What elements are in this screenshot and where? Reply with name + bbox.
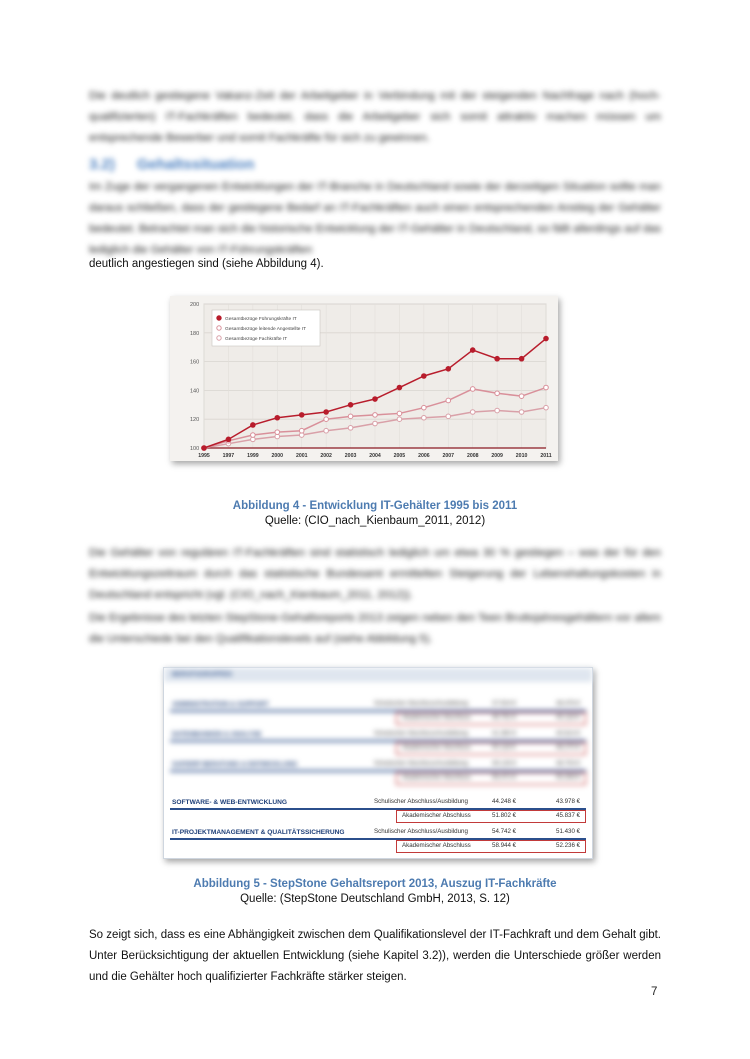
data-point bbox=[544, 336, 549, 341]
data-point bbox=[324, 417, 329, 422]
table-salary-value: 45.837 € bbox=[556, 812, 581, 819]
y-tick-label: 140 bbox=[190, 388, 200, 395]
table-salary-value: 40.814 € bbox=[556, 730, 581, 737]
table-salary-value: 51.802 € bbox=[492, 812, 517, 819]
x-tick-label: 2002 bbox=[320, 453, 332, 459]
x-tick-label: 2004 bbox=[369, 453, 381, 459]
section-heading bbox=[89, 156, 254, 173]
x-tick-label: 2009 bbox=[491, 453, 503, 459]
x-tick-label: 2000 bbox=[271, 453, 284, 459]
x-tick-label: 2008 bbox=[466, 453, 479, 459]
data-point bbox=[422, 415, 427, 420]
data-point bbox=[495, 408, 500, 413]
figure-4-chart bbox=[170, 296, 558, 461]
section-paragraph-end: deutlich angestiegen sind (siehe Abbildung 4). bbox=[89, 258, 324, 270]
data-point bbox=[470, 348, 475, 353]
table-category-label: ADMINISTRATION & SUPPORT bbox=[172, 701, 269, 708]
table-salary-value: 51.430 € bbox=[556, 828, 581, 835]
y-tick-label: 120 bbox=[190, 417, 200, 424]
figure-5-table bbox=[163, 667, 593, 859]
table-qualification: Akademischer Abschluss bbox=[402, 774, 471, 781]
figure-4-caption-title: Abbildung 4 - Entwicklung IT-Gehälter 1995 bis 2011 bbox=[232, 500, 518, 512]
table-qualification: Schulischer Abschluss/Ausbildung bbox=[374, 700, 468, 707]
data-point bbox=[348, 426, 353, 431]
highlight-box bbox=[396, 772, 586, 785]
legend-marker bbox=[217, 336, 221, 340]
table-category-label: SOFTWARE- & WEB-ENTWICKLUNG bbox=[172, 799, 288, 806]
data-point bbox=[422, 405, 427, 410]
data-point bbox=[470, 387, 475, 392]
table-qualification: Schulischer Abschluss/Ausbildung bbox=[374, 828, 468, 835]
section-paragraph: Im Zuge der vergangenen Entwicklungen der IT-Branche in Deutschland sowie der derzeitigen Situation sollte man daraus schließen, dass der gestiegene Bedarf an IT-Fachkräften auch einen entsprechenden Anstieg der Gehälter bedeutet. Betrachtet man sich die historische Entwicklung der IT-Gehälter in Deutschland, so fällt allerdings auf das lediglich die Gehälter von IT-Führungskräften bbox=[89, 181, 661, 256]
legend-marker bbox=[217, 326, 221, 330]
y-tick-label: 200 bbox=[190, 302, 200, 308]
data-point bbox=[446, 414, 451, 419]
figure-4-caption-source: Quelle: (CIO_nach_Kienbaum_2011, 2012) bbox=[264, 515, 486, 527]
table-salary-value: 54.742 € bbox=[492, 828, 517, 835]
table-salary-value: 46.752 € bbox=[492, 714, 517, 721]
data-point bbox=[519, 356, 524, 361]
data-point bbox=[226, 437, 231, 442]
salary-line-chart bbox=[170, 296, 558, 461]
legend-label: Gesamtbezüge Fachkräfte IT bbox=[225, 337, 288, 342]
data-point bbox=[495, 356, 500, 361]
x-tick-label: 2011 bbox=[540, 453, 552, 459]
data-point bbox=[373, 397, 378, 402]
table-header: BERUFSGRUPPEN bbox=[172, 671, 232, 678]
data-point bbox=[373, 413, 378, 418]
x-tick-label: 2010 bbox=[515, 453, 528, 459]
table-qualification: Schulischer Abschluss/Ausbildung bbox=[374, 760, 468, 767]
data-point bbox=[519, 394, 524, 399]
table-salary-value: 43.978 € bbox=[556, 798, 581, 805]
figure-5-caption-title: Abbildung 5 - StepStone Gehaltsreport 2013, Auszug IT-Fachkräfte bbox=[193, 878, 557, 890]
table-salary-value: 58.944 € bbox=[492, 842, 517, 849]
highlight-box bbox=[396, 742, 586, 755]
data-point bbox=[470, 410, 475, 415]
table-salary-value: 56.472 € bbox=[492, 774, 517, 781]
table-salary-value: 45.118 € bbox=[556, 714, 580, 721]
table-category-label: DATENBANKEN & ANALYSE bbox=[172, 731, 262, 738]
table-category-label: IT-PROJEKTMANAGEMENT & QUALITÄTSSICHERUNG bbox=[172, 829, 345, 836]
table-salary-value: 55.308 € bbox=[556, 774, 581, 781]
data-point bbox=[324, 410, 329, 415]
figure-5-caption-source: Quelle: (StepStone Deutschland GmbH, 2013, S. 12) bbox=[240, 893, 510, 905]
data-point bbox=[251, 433, 256, 438]
data-point bbox=[544, 385, 549, 390]
table-salary-value: 52.236 € bbox=[556, 842, 581, 849]
table-qualification: Schulischer Abschluss/Ausbildung bbox=[374, 730, 468, 737]
data-point bbox=[348, 403, 353, 408]
data-point bbox=[373, 421, 378, 426]
paragraph-2: Die Gehälter von regulären IT-Fachkräften sind statistisch lediglich um etwa 30 % gestiegen – was der für den Entwicklungszeitraum durch das statistische Bundesamt ermittelten Steigerung der Lebenshaltungskosten in Deutschland entspricht (vgl. (CIO_nach_Kienbaum_2011, 2012)). bbox=[89, 547, 661, 601]
x-tick-label: 2001 bbox=[295, 453, 308, 459]
data-point bbox=[348, 414, 353, 419]
table-salary-value: 48.270 € bbox=[556, 744, 581, 751]
data-point bbox=[299, 413, 304, 418]
y-tick-label: 100 bbox=[190, 446, 200, 452]
closing-paragraph: So zeigt sich, dass es eine Abhängigkeit zwischen dem Qualifikationslevel der IT-Fachkraft und dem Gehalt gibt. Unter Berücksichtigung der aktuellen Entwicklung (siehe Kapitel 3.2)), werden die Unterschiede größer werden und die Gehälter hoch qualifizierter Fachkräfte stärker steigen. bbox=[89, 929, 661, 983]
table-qualification: Akademischer Abschluss bbox=[402, 842, 471, 849]
table-salary-value: 44.248 € bbox=[492, 798, 517, 805]
data-point bbox=[397, 417, 402, 422]
data-point bbox=[397, 411, 402, 416]
data-point bbox=[519, 410, 524, 415]
data-point bbox=[422, 374, 427, 379]
table-qualification: Akademischer Abschluss bbox=[402, 812, 471, 819]
x-tick-label: 2005 bbox=[393, 453, 406, 459]
x-tick-label: 2006 bbox=[418, 453, 430, 459]
table-salary-value: 37.924 € bbox=[492, 700, 517, 707]
table-qualification: Schulischer Abschluss/Ausbildung bbox=[374, 798, 468, 805]
paragraph-3: Die Ergebnisse des letzten StepStone-Gehaltsreports 2013 zeigen neben den Teen Bruttojahresgehältern vor allem die Unterschiede bei den Qualifikationslevels auf (siehe Abbildung 5). bbox=[89, 612, 661, 645]
data-point bbox=[446, 398, 451, 403]
table-salary-value: 50.118 € bbox=[492, 744, 516, 751]
data-point bbox=[275, 430, 280, 435]
highlight-box bbox=[396, 810, 586, 823]
data-point bbox=[202, 446, 207, 451]
table-salary-value: 41.360 € bbox=[492, 730, 517, 737]
legend-marker bbox=[217, 316, 221, 320]
data-point bbox=[495, 391, 500, 396]
page-number: 7 bbox=[651, 986, 658, 998]
table-qualification: Akademischer Abschluss bbox=[402, 744, 471, 751]
data-point bbox=[544, 405, 549, 410]
highlight-box bbox=[396, 712, 586, 725]
legend-label: Gesamtbezüge leitende Angestellte IT bbox=[225, 327, 307, 332]
x-tick-label: 1995 bbox=[198, 453, 210, 459]
table-salary-value: 48.704 € bbox=[556, 760, 581, 767]
x-tick-label: 2007 bbox=[442, 453, 455, 459]
data-point bbox=[275, 415, 280, 420]
x-tick-label: 1999 bbox=[247, 453, 259, 459]
intro-paragraph: Die deutlich gestiegene Vakanz-Zeit der Arbeitgeber in Verbindung mit der steigenden Nachfrage nach (hoch-qualifizierten) IT-Fachkräften bedeutet, dass die Arbeitgeber sich somit attraktiv machen müssen um entsprechende Bewerber und somit Fachkräfte für sich zu gewinnen. bbox=[89, 90, 661, 144]
legend-label: Gesamtbezüge Führungskräfte IT bbox=[225, 317, 297, 322]
section-title: Gehaltssituation bbox=[136, 156, 255, 173]
section-number: 3.2) bbox=[89, 156, 115, 173]
data-point bbox=[299, 428, 304, 433]
table-salary-value: 49.126 € bbox=[492, 760, 517, 767]
data-point bbox=[397, 385, 402, 390]
table-qualification: Akademischer Abschluss bbox=[402, 714, 471, 721]
x-tick-label: 1997 bbox=[222, 453, 235, 459]
y-tick-label: 180 bbox=[190, 330, 200, 337]
y-tick-label: 160 bbox=[190, 359, 200, 366]
table-salary-value: 38.476 € bbox=[556, 700, 581, 707]
data-point bbox=[324, 428, 329, 433]
x-tick-label: 2003 bbox=[344, 453, 357, 459]
data-point bbox=[251, 423, 256, 428]
table-blurred-part bbox=[164, 668, 592, 790]
data-point bbox=[446, 367, 451, 372]
table-category-label: SAP/ERP BERATUNG & ENTWICKLUNG bbox=[172, 761, 298, 768]
highlight-box bbox=[396, 840, 586, 853]
